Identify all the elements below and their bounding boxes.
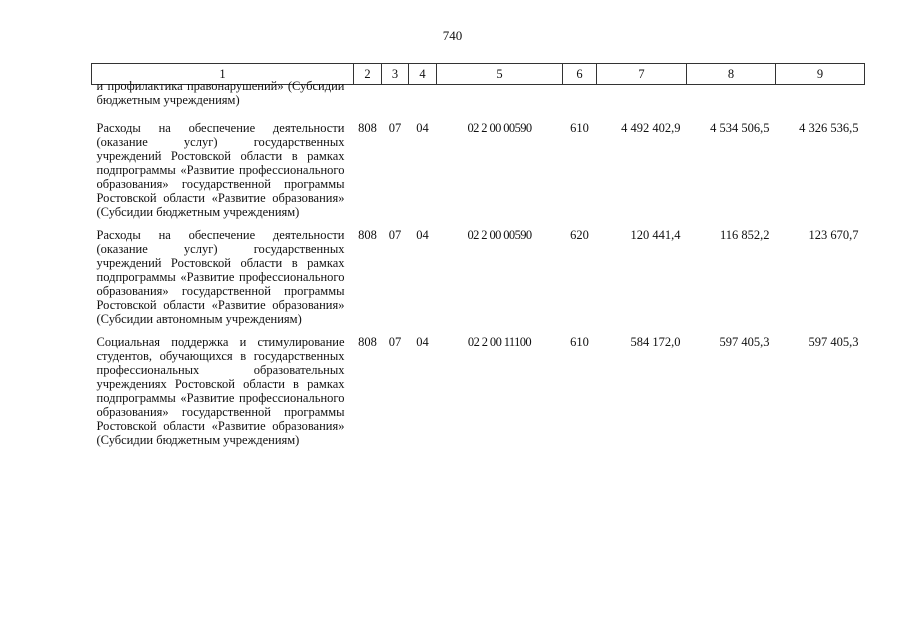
column-header: 4 [409,64,437,85]
target-article-code: 02 2 00 00590 [467,228,532,242]
row-description: Социальная поддержка и стимулирование студентов, обучающихся в государственных профессиональных образовательных учреждениях Ростовской области в рамках подпрограммы «Развитие профессионального образования» государственной программы Ростовской области «Развитие образования» (Субсидии бюджетным учреждениям) [96,335,345,447]
target-article-code: 02 2 00 00590 [467,121,532,135]
column-header: 9 [776,64,865,85]
ministry-code: 808 [358,121,377,135]
section-code: 07 [388,335,402,349]
subsection-code: 04 [416,335,429,349]
expense-type-code: 610 [570,335,589,349]
amount-col7: 584 172,0 [630,335,681,349]
continued-row [92,85,865,116]
target-article-code: 02 2 00 11100 [467,335,532,349]
table-row [92,115,865,222]
row-description [92,79,354,116]
continued-description: и профилактика правонарушений» (Субсидии бюджетным учреждениям) [96,79,345,107]
column-header: 7 [597,64,687,85]
amount-col9: 123 670,7 [808,228,859,242]
amount-col9: 597 405,3 [808,335,859,349]
column-header: 1 [92,64,354,85]
page-number: 740 [442,28,463,43]
row-description: Расходы на обеспечение деятельности (оказание услуг) государственных учреждений Ростовской области в рамках подпрограммы «Развитие профессионального образования» государственной программы Ростовской области «Развитие образования» (Субсидии автономным учреждениям) [96,228,345,326]
expense-type-code: 610 [570,121,589,135]
amount-col8: 597 405,3 [719,335,770,349]
table-row [92,329,865,450]
budget-table [91,63,865,450]
column-header: 3 [382,64,409,85]
column-header: 8 [687,64,776,85]
section-code: 07 [388,121,402,135]
column-header: 5 [437,64,563,85]
row-description: Расходы на обеспечение деятельности (оказание услуг) государственных учреждений Ростовской области в рамках подпрограммы «Развитие профессионального образования» государственной программы Ростовской области «Развитие образования» (Субсидии бюджетным учреждениям) [96,121,345,219]
ministry-code: 808 [358,335,377,349]
amount-col8: 116 852,2 [719,228,770,242]
section-code: 07 [388,228,402,242]
amount-col7: 120 441,4 [630,228,681,242]
amount-col9: 4 326 536,5 [799,121,859,135]
column-header: 2 [354,64,382,85]
subsection-code: 04 [416,228,429,242]
amount-col8: 4 534 506,5 [710,121,770,135]
expense-type-code: 620 [570,228,589,242]
subsection-code: 04 [416,121,429,135]
table-row [92,222,865,329]
amount-col7: 4 492 402,9 [621,121,681,135]
ministry-code: 808 [358,228,377,242]
column-header: 6 [563,64,597,85]
